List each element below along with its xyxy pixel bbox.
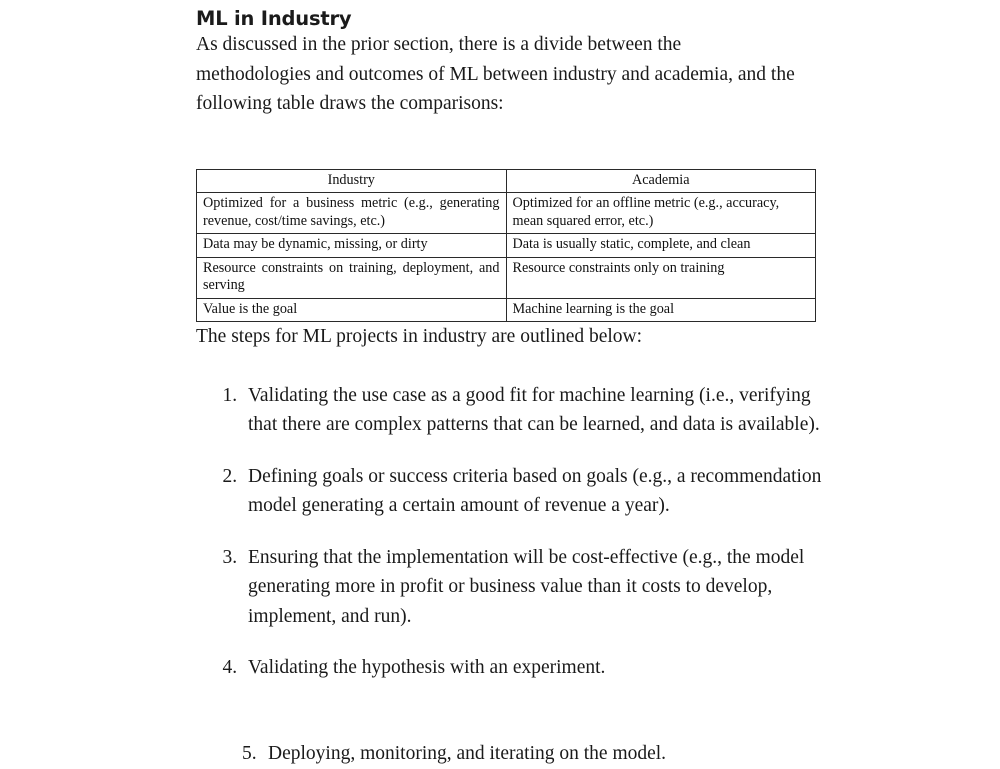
table-column-header-industry: Industry bbox=[197, 169, 507, 193]
clipped-list-item-number: 5. bbox=[242, 743, 257, 764]
table-cell-industry: Resource constraints on training, deployment, and serving bbox=[197, 257, 507, 298]
list-item: 3. Ensuring that the implementation will be cost-effective (e.g., the model generating more in profit or business value than it costs to develop, implement, and run). bbox=[242, 543, 828, 632]
comparison-table-wrapper bbox=[196, 169, 816, 323]
table-row bbox=[197, 298, 816, 322]
table-column-header-academia: Academia bbox=[506, 169, 816, 193]
table-header-row bbox=[197, 169, 816, 193]
table-cell-academia: Data is usually static, complete, and clean bbox=[506, 234, 816, 258]
list-item: 2. Defining goals or success criteria based on goals (e.g., a recommendation model generating a certain amount of revenue a year). bbox=[242, 462, 828, 521]
document-content bbox=[196, 0, 836, 683]
list-item: 1. Validating the use case as a good fit for machine learning (i.e., verifying that there are complex patterns that can be learned, and data is available). bbox=[242, 381, 828, 440]
table-row bbox=[197, 193, 816, 234]
steps-list bbox=[196, 381, 836, 683]
intro-paragraph: As discussed in the prior section, there is a divide between the methodologies and outcomes of ML between industry and academia, and the following table draws the comparisons: bbox=[196, 34, 795, 114]
clipped-list-item-label: Deploying, monitoring, and iterating on the model. bbox=[268, 743, 667, 764]
table-row bbox=[197, 234, 816, 258]
list-item: 4. Validating the hypothesis with an experiment. bbox=[242, 653, 828, 683]
steps-lead-paragraph: The steps for ML projects in industry are outlined below: bbox=[196, 326, 643, 347]
table-cell-academia: Machine learning is the goal bbox=[506, 298, 816, 322]
page-title: ML in Industry bbox=[196, 7, 352, 30]
table-header bbox=[197, 169, 816, 193]
table-cell-industry: Optimized for a business metric (e.g., generating revenue, cost/time savings, etc.) bbox=[197, 193, 507, 234]
clipped-list-item bbox=[196, 741, 836, 764]
table-cell-industry: Value is the goal bbox=[197, 298, 507, 322]
table-cell-academia: Optimized for an offline metric (e.g., accuracy, mean squared error, etc.) bbox=[506, 193, 816, 234]
table-cell-academia: Resource constraints only on training bbox=[506, 257, 816, 298]
table-cell-industry: Data may be dynamic, missing, or dirty bbox=[197, 234, 507, 258]
table-row bbox=[197, 257, 816, 298]
table-body bbox=[197, 193, 816, 322]
comparison-table bbox=[196, 169, 816, 323]
